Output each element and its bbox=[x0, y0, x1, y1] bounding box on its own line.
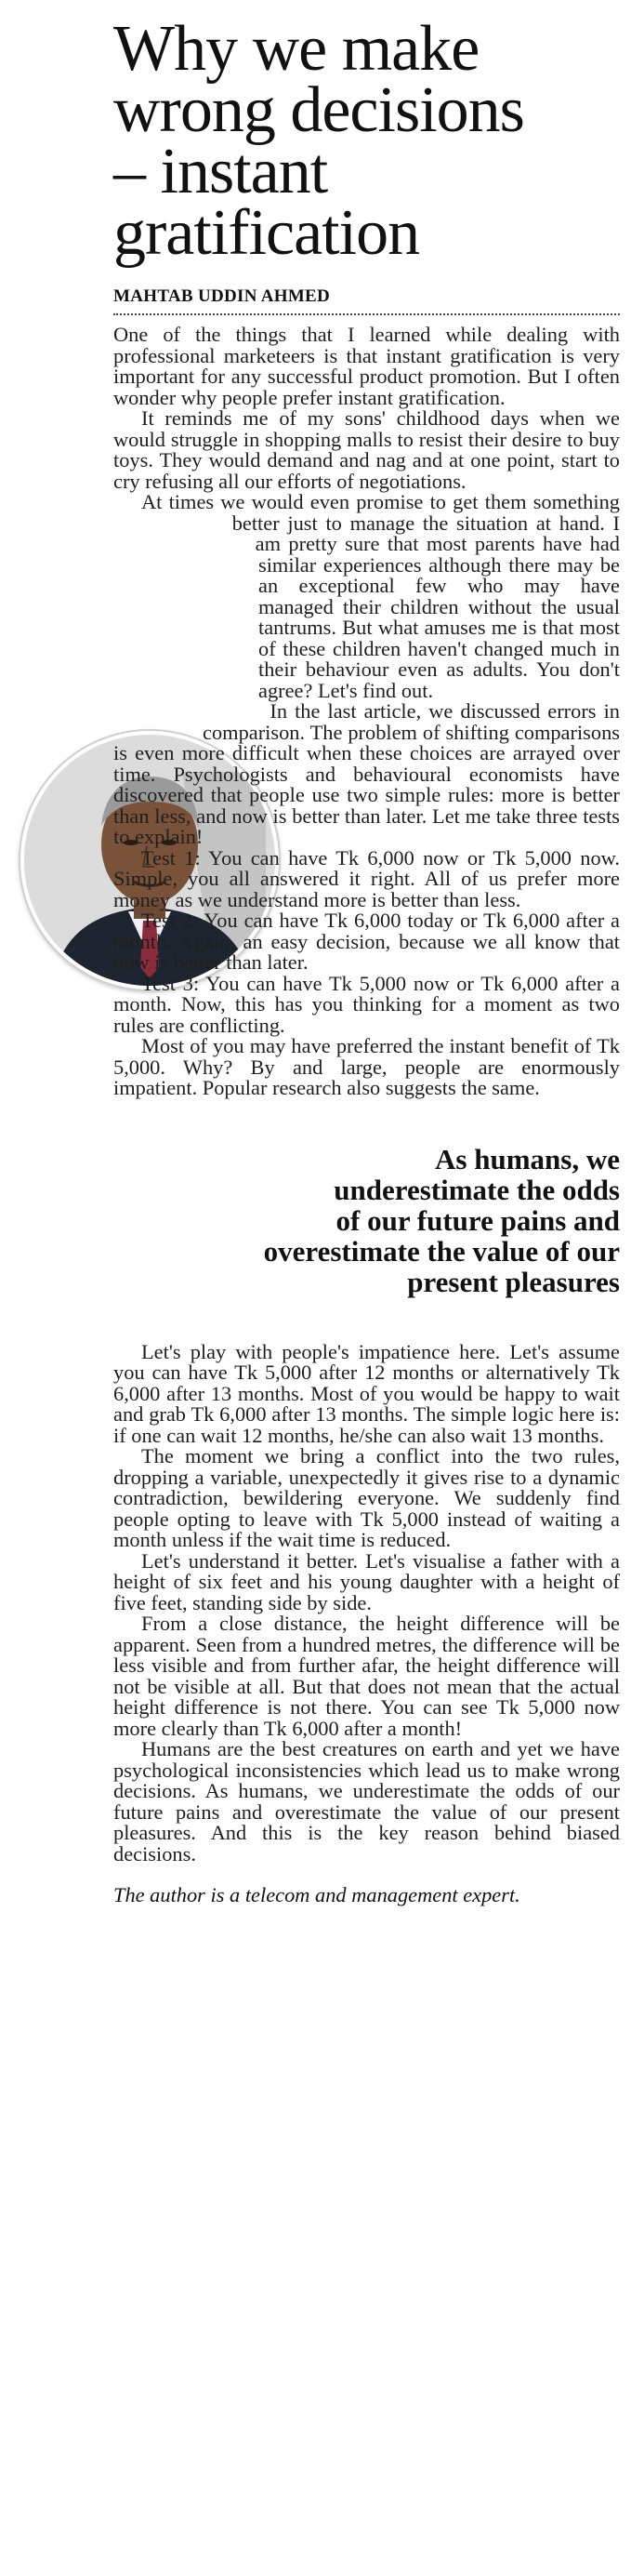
pull-quote-line: present pleasures bbox=[407, 1265, 620, 1298]
paragraph: Let's understand it better. Let's visualise a father with a height of six feet and his young daughter with a height of five feet, standing side by side. bbox=[113, 1548, 620, 1614]
paragraph: Humans are the best creatures on earth and yet we have psychological inconsistencies which lead us to make wrong decisions. As humans, we underestimate the odds of our future pains and overestimate the value of our present pleasures. And this is the key reason behind biased decisions. bbox=[113, 1737, 620, 1866]
paragraph: From a close distance, the height difference will be apparent. Seen from a hundred metres, the difference will be less visible and from further afar, the height difference will not be visible at all. But that does not mean that the actual height difference is not there. You can see Tk 5,000 now more clearly than Tk 6,000 after a month! bbox=[113, 1612, 620, 1740]
pull-quote bbox=[113, 1144, 620, 1297]
pull-quote-line: overestimate the value of our bbox=[263, 1234, 620, 1268]
headline-line: wrong decisions bbox=[113, 74, 524, 146]
paragraph: Most of you may have preferred the instant benefit of Tk 5,000. Why? By and large, people are enormously impatient. Popular research also suggests the same. bbox=[113, 1034, 620, 1099]
photo-wrap-space bbox=[0, 492, 253, 750]
headline bbox=[113, 13, 620, 269]
pull-quote-line: underestimate the odds bbox=[334, 1173, 620, 1206]
paragraph: The moment we bring a conflict into the two rules, dropping a variable, unexpectedly it gives rise to a dynamic contradiction, bewildering everyone. We suddenly find people opting to leave with Tk 5,000 instead of waiting a month unless if the wait time is reduced. bbox=[113, 1444, 620, 1551]
article-body bbox=[113, 325, 620, 1906]
paragraph: In the last article, we discussed errors in comparison. The problem of shifting comparisons is even more difficult when these choices are arrayed over time. Psychologists and behavioural economists have discovered that people use two simple rules: more is better than less, and now is better than later. Let me take three tests to explain! bbox=[113, 699, 620, 848]
byline: MAHTAB UDDIN AHMED bbox=[113, 286, 620, 315]
article bbox=[113, 13, 620, 1906]
headline-line: – instant bbox=[113, 136, 328, 207]
paragraph: At times we would even promise to get them something better just to manage the situation at hand. I am pretty sure that most parents have had similar experiences although there may be an exceptional few who may have managed their children without the usual tantrums. But what amuses me is that most of these children haven't changed much in their behaviour even as adults. You don't agree? Let's find out. bbox=[141, 490, 620, 702]
paragraph: Let's play with people's impatience here. Let's assume you can have Tk 5,000 after 12 months or alternatively Tk 6,000 after 13 months. Most of you would be happy to wait and grab Tk 6,000 after 13 months. The simple logic here is: if one can wait 12 months, he/she can also wait 13 months. bbox=[113, 1339, 620, 1447]
headline-line: gratification bbox=[113, 197, 420, 269]
pull-quote-line: As humans, we bbox=[435, 1142, 620, 1175]
author-bio: The author is a telecom and management expert. bbox=[113, 1883, 520, 1906]
paragraph: Test 2: You can have Tk 6,000 today or Tk 6,000 after a month. Again, an easy decision, because we all know that now is better than later. bbox=[113, 909, 620, 974]
paragraph: Test 1: You can have Tk 6,000 now or Tk 5,000 now. Simple, you all answered it right. All of us prefer more money as we understand more is better than less. bbox=[113, 845, 620, 911]
paragraph: One of the things that I learned while dealing with professional marketeers is that instant gratification is very important for any successful product promotion. But I often wonder why people prefer instant gratification. bbox=[113, 323, 620, 409]
pull-quote-line: of our future pains and bbox=[335, 1203, 620, 1237]
headline-line: Why we make bbox=[113, 13, 480, 85]
paragraph: It reminds me of my sons' childhood days when we would struggle in shopping malls to resist their desire to buy toys. They would demand and nag and at one point, start to cry refusing all our efforts of negotiations. bbox=[113, 406, 620, 493]
paragraph: Test 3: You can have Tk 5,000 now or Tk 6,000 after a month. Now, this has you thinking for a moment as two rules are conflicting. bbox=[113, 971, 620, 1037]
